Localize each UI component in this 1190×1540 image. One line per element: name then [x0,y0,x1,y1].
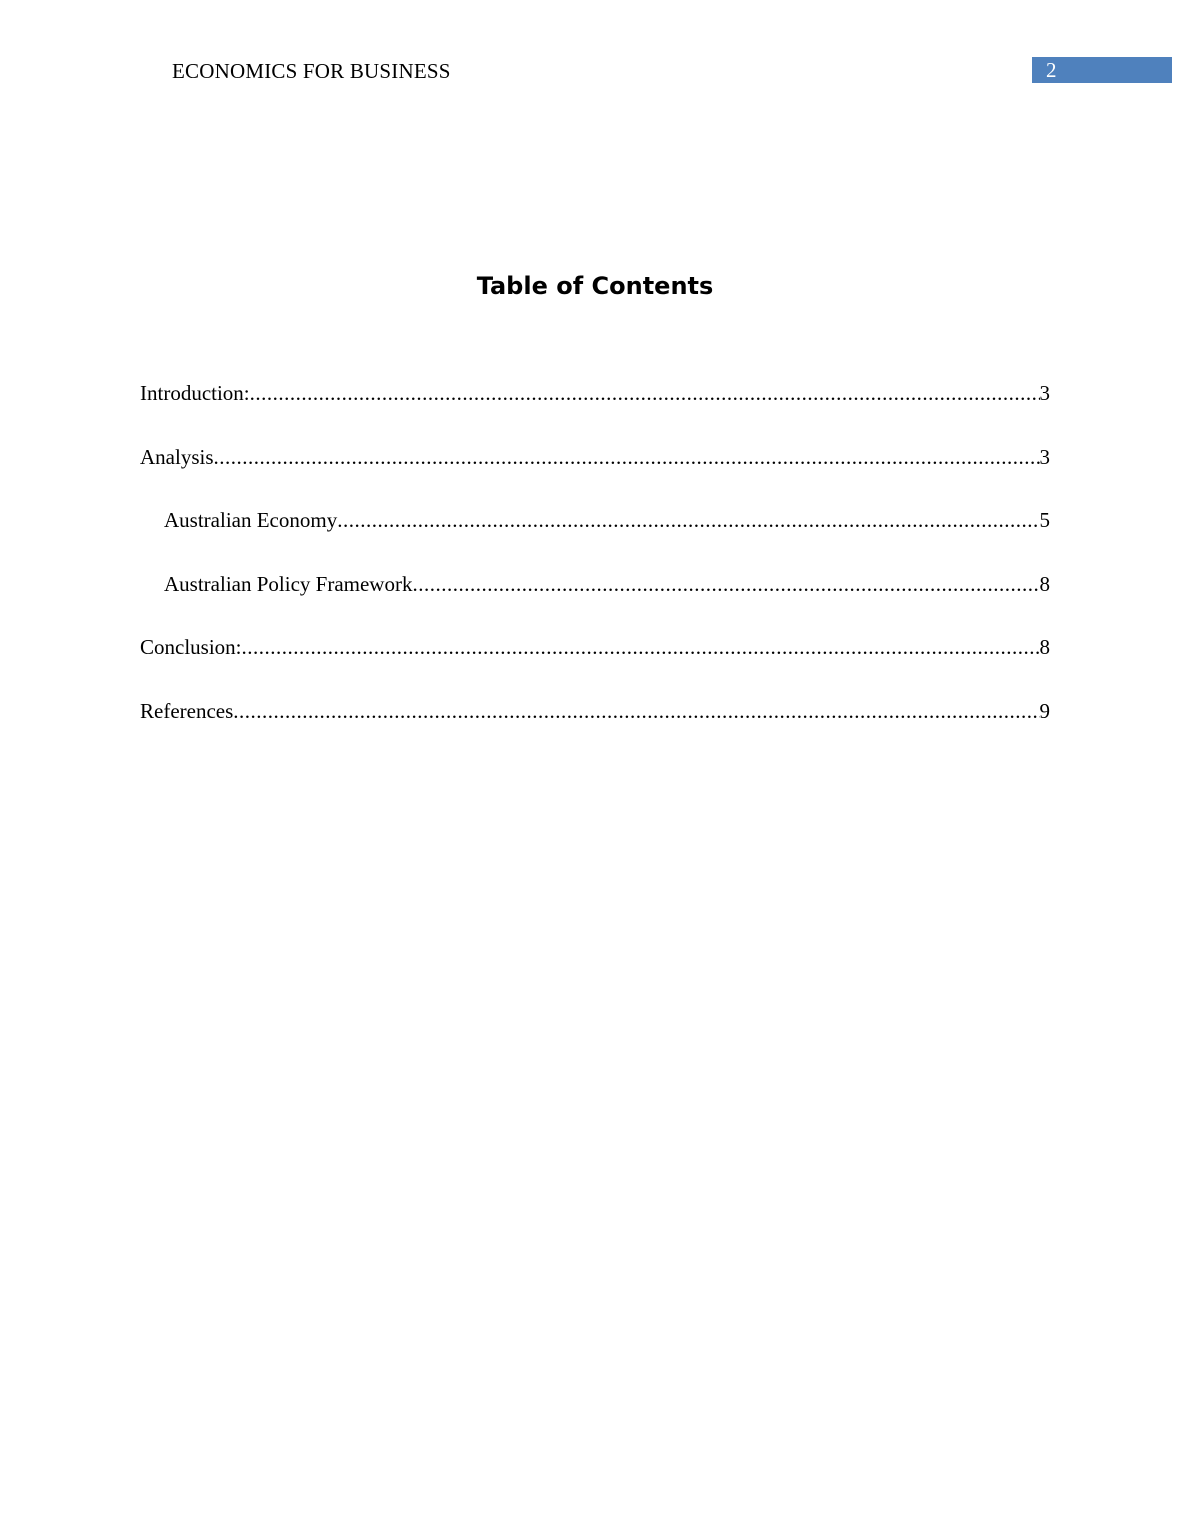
toc-entry-analysis[interactable] [140,442,1050,506]
toc-entry-references[interactable] [140,696,1050,760]
toc-entry-page: 3 [1039,381,1050,405]
toc-entry-page: 9 [1039,698,1050,723]
toc-entry-introduction[interactable] [140,378,1050,442]
toc-entry-page: 3 [1039,444,1050,469]
page-number-badge [1032,57,1172,83]
toc-dot-leader [214,442,1040,472]
page-number: 2 [1046,58,1057,82]
toc-dot-leader [233,696,1039,726]
toc-entry-page: 8 [1039,635,1050,659]
toc-entry-australian-policy-framework[interactable] [140,569,1050,633]
toc-entry-label: Introduction: [140,381,250,405]
toc-entry-conclusion[interactable] [140,632,1050,696]
toc-dot-leader [412,569,1039,599]
toc-dot-leader [250,378,1040,408]
toc-entry-label: Analysis [140,444,214,469]
toc-dot-leader [242,632,1040,662]
toc-entry-label: Australian Policy Framework [164,571,413,596]
toc-entry-page: 5 [1039,508,1050,532]
toc-dot-leader [337,505,1039,535]
running-header-title: ECONOMICS FOR BUSINESS [172,59,451,83]
toc-entry-page: 8 [1039,571,1050,596]
toc-entry-label: Australian Economy [164,508,338,532]
toc-list [140,378,1050,759]
toc-entry-label: References [140,698,234,723]
toc-entry-label: Conclusion: [140,635,242,659]
toc-heading: Table of Contents [476,272,714,300]
toc-entry-australian-economy[interactable] [140,505,1050,569]
